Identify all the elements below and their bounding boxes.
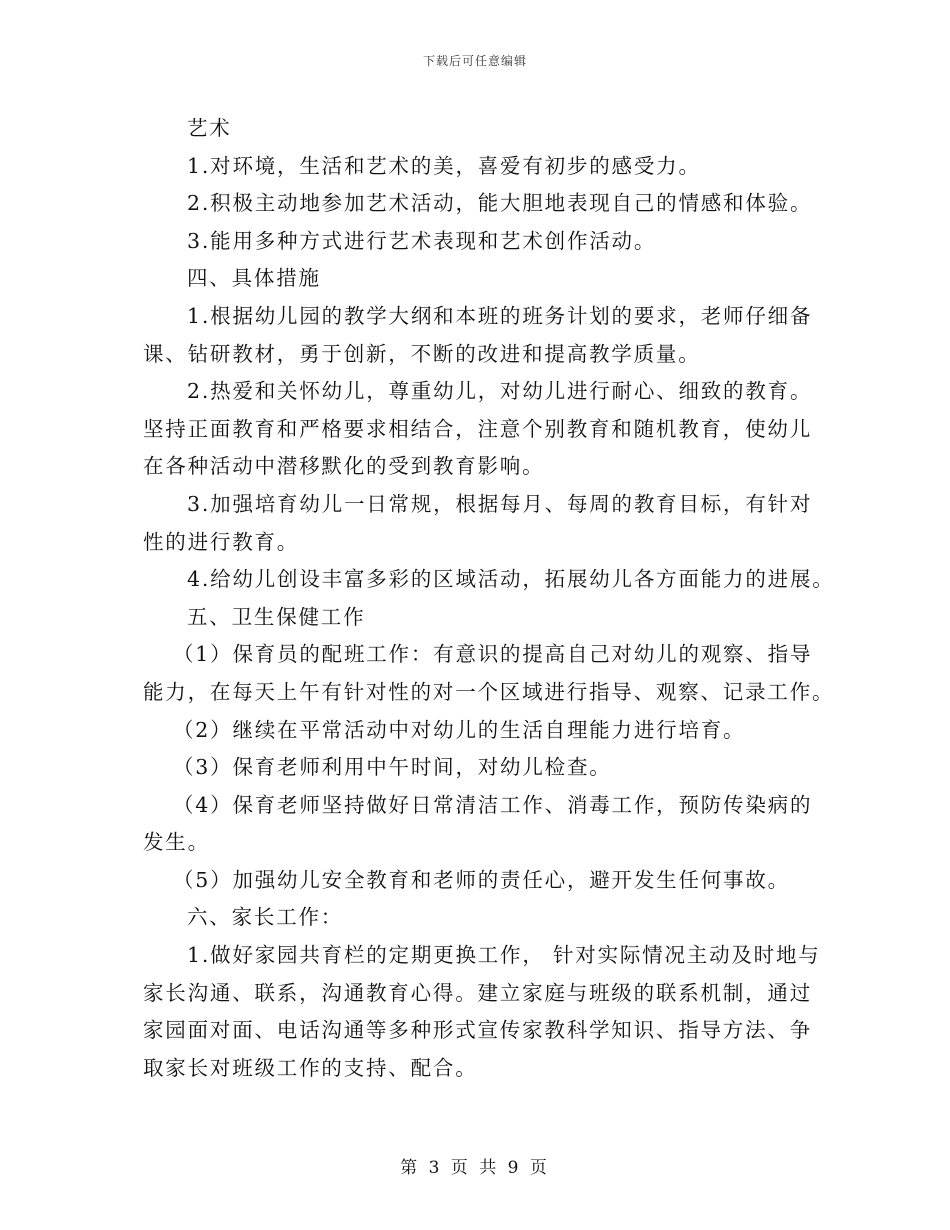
text-line: 坚持正面教育和严格要求相结合，注意个别教育和随机教育，使幼儿 (143, 416, 812, 441)
text-line: 能力，在每天上午有针对性的对一个区域进行指导、观察、记录工作。 (143, 679, 835, 704)
text-line: 五、卫生保健工作 (187, 604, 366, 629)
text-line: 3.加强培育幼儿一日常规，根据每月、每周的教育目标，有针对 (187, 491, 813, 516)
text-line: 四、具体措施 (187, 266, 321, 291)
text-line: 在各种活动中潜移默化的受到教育影响。 (143, 454, 545, 479)
text-line: 3.能用多种方式进行艺术表现和艺术创作活动。 (187, 228, 657, 253)
document-body (143, 110, 835, 1087)
text-line: 1.做好家园共育栏的定期更换工作， 针对实际情况主动及时地与 (187, 943, 821, 968)
page-number-footer: 第 3 页 共 9 页 (400, 1158, 550, 1178)
text-line: 六、家长工作： (187, 905, 344, 930)
text-line: 家长沟通、联系，沟通教育心得。建立家庭与班级的联系机制，通过 (143, 980, 812, 1005)
text-line: 2.积极主动地参加艺术活动，能大胆地表现自己的情感和体验。 (187, 191, 813, 216)
text-line: 艺术 (187, 116, 232, 140)
text-line: 1.根据幼儿园的教学大纲和本班的班务计划的要求，老师仔细备 (187, 303, 813, 328)
text-line: （1）保育员的配班工作：有意识的提高自己对幼儿的观察、指导 (173, 642, 813, 667)
text-line: （5）加强幼儿安全教育和老师的责任心，避开发生任何事故。 (173, 867, 790, 892)
text-line: 4.给幼儿创设丰富多彩的区域活动，拓展幼儿各方面能力的进展。 (187, 567, 835, 592)
text-line: 发生。 (143, 830, 210, 855)
text-line: 1.对环境，生活和艺术的美，喜爱有初步的感受力。 (187, 153, 701, 178)
page-header-note: 下载后可任意编辑 (422, 54, 527, 68)
text-line: 2.热爱和关怀幼儿，尊重幼儿，对幼儿进行耐心、细致的教育。 (187, 379, 813, 404)
text-line: （2）继续在平常活动中对幼儿的生活自理能力进行培育。 (173, 717, 746, 742)
text-line: （3）保育老师利用中午时间，对幼儿检查。 (173, 755, 612, 780)
text-line: 课、钻研教材，勇于创新，不断的改进和提高教学质量。 (143, 341, 701, 366)
text-line: （4）保育老师坚持做好日常清洁工作、消毒工作，预防传染病的 (173, 792, 813, 817)
text-line: 取家长对班级工作的支持、配合。 (143, 1055, 478, 1080)
text-line: 家园面对面、电话沟通等多种形式宣传家教科学知识、指导方法、争 (143, 1018, 812, 1043)
text-line: 性的进行教育。 (143, 529, 300, 554)
